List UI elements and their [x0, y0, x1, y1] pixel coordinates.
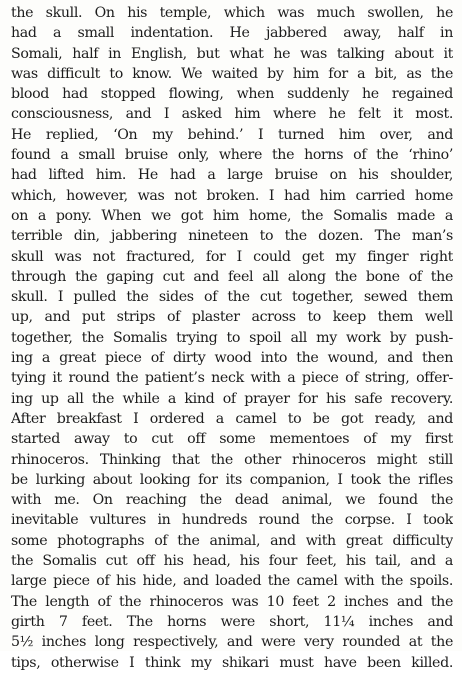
text-line: through the gaping cut and feel all along the bone of the	[11, 268, 453, 285]
text-line: Somali, half in English, but what he was talking about it	[11, 45, 453, 62]
text-line: rhinoceros. Thinking that the other rhinoceros might still	[11, 451, 453, 468]
text-line: After breakfast I ordered a camel to be got ready, and	[11, 410, 453, 427]
text-line: together, the Somalis trying to spoil all my work by push-	[11, 329, 453, 346]
text-line: was difficult to know. We waited by him for a bit, as the	[11, 65, 453, 82]
text-line: the skull. On his temple, which was much swollen, he	[11, 5, 453, 21]
text-line: up, and put strips of plaster across to keep them well	[11, 309, 453, 326]
text-line: large piece of his hide, and loaded the camel with the spoils.	[11, 573, 453, 590]
text-line: found a small bruise only, where the horns of the ‘rhino’	[11, 147, 453, 164]
text-line: the Somalis cut off his head, his four feet, his tail, and a	[11, 553, 453, 570]
text-line: be lurking about looking for its companion, I took the rifles	[11, 471, 453, 488]
text-line: tying it round the patient’s neck with a piece of string, offer-	[11, 370, 453, 387]
text-line: skull. I pulled the sides of the cut together, sewed them	[11, 289, 453, 306]
text-line: terrible din, jabbering nineteen to the dozen. The man’s	[11, 228, 453, 245]
body-text	[11, 3, 453, 673]
text-line: girth 7 feet. The horns were short, 11¼ inches and	[11, 613, 453, 630]
text-line: blood had stopped flowing, when suddenly he regained	[11, 86, 453, 103]
text-line: ing a great piece of dirty wood into the wound, and then	[11, 350, 453, 367]
text-line: tips, otherwise I think my shikari must have been killed.	[11, 654, 453, 671]
text-line: skull was not fractured, for I could get my finger right	[11, 248, 453, 265]
text-line: The length of the rhinoceros was 10 feet 2 inches and the	[11, 593, 453, 610]
text-line: with me. On reaching the dead animal, we found the	[11, 492, 453, 509]
text-line: which, however, was not broken. I had him carried home	[11, 187, 453, 204]
text-line: had a small indentation. He jabbered away, half in	[11, 25, 453, 42]
text-line: on a pony. When we got him home, the Somalis made a	[11, 207, 453, 224]
text-line: 5½ inches long respectively, and were very rounded at the	[11, 634, 453, 651]
text-line: He replied, ‘On my behind.’ I turned him over, and	[11, 126, 453, 143]
text-line: consciousness, and I asked him where he felt it most.	[11, 106, 453, 123]
text-line: had lifted him. He had a large bruise on his shoulder,	[11, 167, 453, 184]
text-line: inevitable vultures in hundreds round the corpse. I took	[11, 512, 453, 529]
text-line: started away to cut off some mementoes of my first	[11, 431, 453, 448]
text-line: ing up all the while a kind of prayer for his safe recovery.	[11, 390, 453, 407]
text-line: some photographs of the animal, and with great difficulty	[11, 532, 453, 549]
